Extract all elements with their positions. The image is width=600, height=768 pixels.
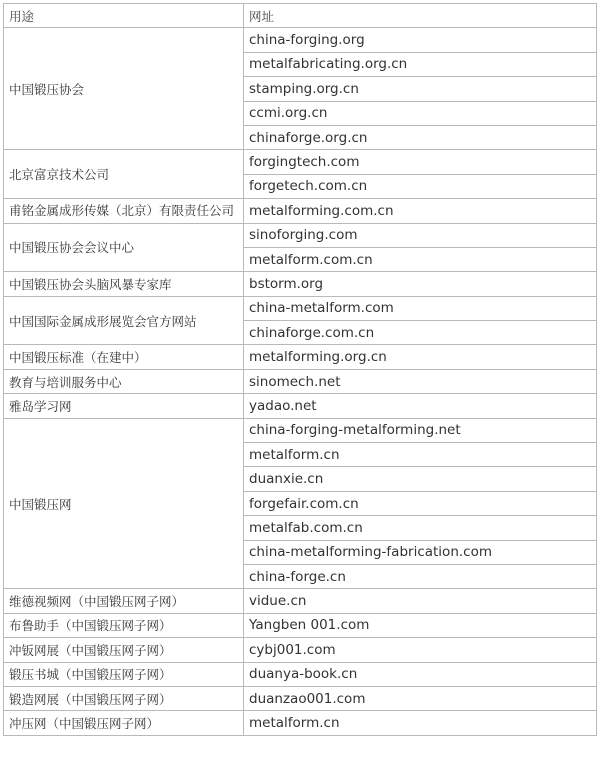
organization-name: 锻压书城（中国锻压网子网） [4, 662, 244, 686]
website-url: metalform.cn [244, 443, 597, 467]
website-url: forgetech.com.cn [244, 174, 597, 198]
organization-name: 冲压网（中国锻压网子网） [4, 711, 244, 735]
website-table [3, 3, 597, 736]
table-row [4, 613, 597, 637]
table-row [4, 345, 597, 369]
website-url: china-forging.org [244, 28, 597, 52]
table-row [4, 296, 597, 320]
organization-name: 布鲁助手（中国锻压网子网） [4, 613, 244, 637]
table-row [4, 686, 597, 710]
website-url: sinomech.net [244, 369, 597, 393]
website-url: bstorm.org [244, 272, 597, 296]
organization-name: 冲钣网展（中国锻压网子网） [4, 638, 244, 662]
table-row [4, 589, 597, 613]
website-url: Yangben 001.com [244, 613, 597, 637]
website-url: duanxie.cn [244, 467, 597, 491]
organization-name: 甫铭金属成形传媒（北京）有限责任公司 [4, 199, 244, 223]
organization-name: 雅岛学习网 [4, 394, 244, 418]
table-row [4, 662, 597, 686]
website-url: duanya-book.cn [244, 662, 597, 686]
table-row [4, 223, 597, 247]
website-url: chinaforge.org.cn [244, 125, 597, 149]
website-url: metalforming.com.cn [244, 199, 597, 223]
header-row [4, 4, 597, 28]
table-row [4, 418, 597, 442]
organization-name: 中国锻压网 [4, 418, 244, 589]
header-purpose: 用途 [4, 4, 244, 28]
website-url: forgefair.com.cn [244, 491, 597, 515]
website-url: sinoforging.com [244, 223, 597, 247]
table-body [4, 28, 597, 735]
website-url: duanzao001.com [244, 686, 597, 710]
table-row [4, 394, 597, 418]
table-row [4, 638, 597, 662]
website-url: stamping.org.cn [244, 77, 597, 101]
table-row [4, 199, 597, 223]
header-url: 网址 [244, 4, 597, 28]
website-url: china-metalforming-fabrication.com [244, 540, 597, 564]
website-url: metalform.cn [244, 711, 597, 735]
website-url: yadao.net [244, 394, 597, 418]
website-url: china-metalform.com [244, 296, 597, 320]
organization-name: 中国锻压协会会议中心 [4, 223, 244, 272]
organization-name: 中国锻压协会 [4, 28, 244, 150]
website-url: metalforming.org.cn [244, 345, 597, 369]
website-url: ccmi.org.cn [244, 101, 597, 125]
website-url: forgingtech.com [244, 150, 597, 174]
table-row [4, 369, 597, 393]
organization-name: 维德视频网（中国锻压网子网） [4, 589, 244, 613]
table-row [4, 150, 597, 174]
organization-name: 锻造网展（中国锻压网子网） [4, 686, 244, 710]
website-url: cybj001.com [244, 638, 597, 662]
organization-name: 教育与培训服务中心 [4, 369, 244, 393]
website-url: metalfabricating.org.cn [244, 52, 597, 76]
table-row [4, 28, 597, 52]
website-url: metalform.com.cn [244, 247, 597, 271]
table-row [4, 711, 597, 735]
website-url: metalfab.com.cn [244, 516, 597, 540]
website-url: china-forge.cn [244, 564, 597, 588]
table-row [4, 272, 597, 296]
organization-name: 中国锻压标准（在建中） [4, 345, 244, 369]
website-url: chinaforge.com.cn [244, 321, 597, 345]
organization-name: 中国国际金属成形展览会官方网站 [4, 296, 244, 345]
organization-name: 中国锻压协会头脑风暴专家库 [4, 272, 244, 296]
website-url: vidue.cn [244, 589, 597, 613]
organization-name: 北京富京技术公司 [4, 150, 244, 199]
website-url: china-forging-metalforming.net [244, 418, 597, 442]
